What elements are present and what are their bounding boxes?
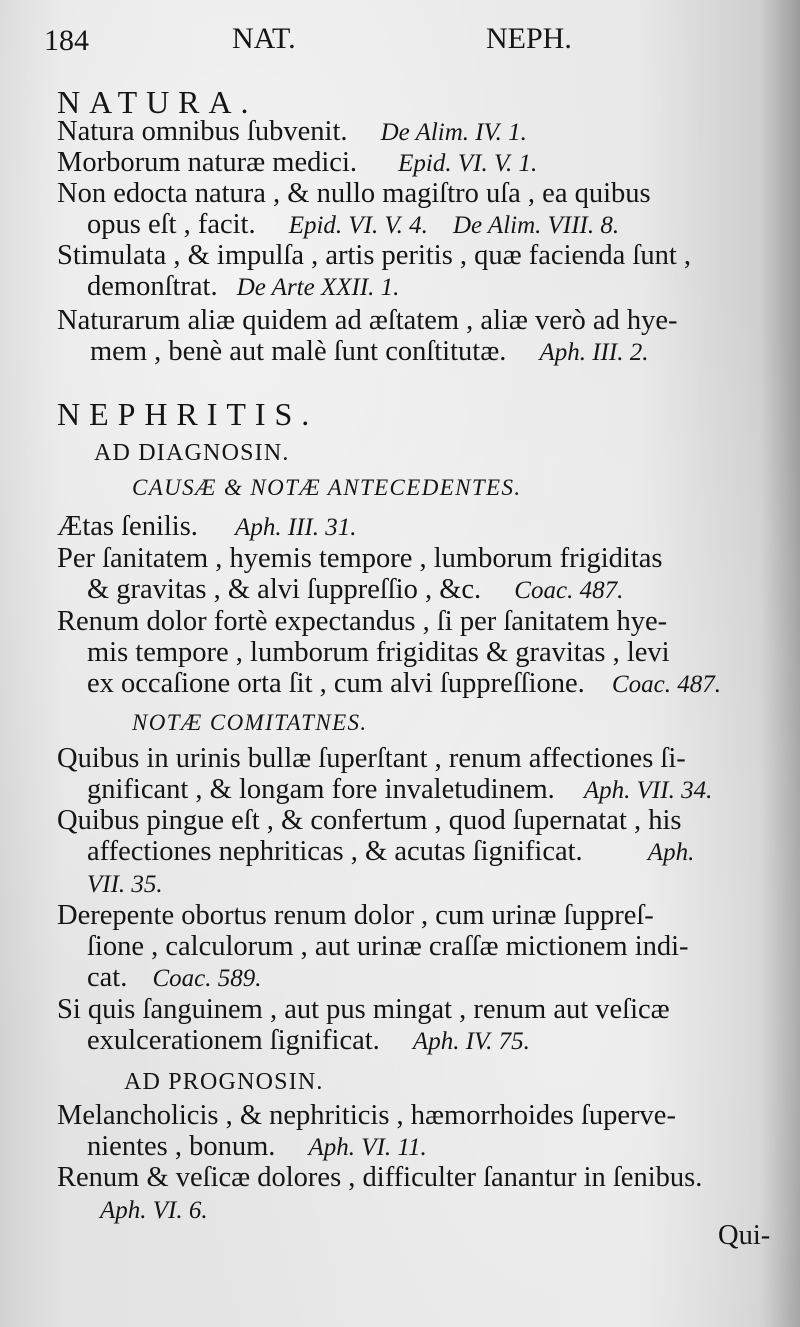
- entry-line: & gravitas , & alvi ſuppreſſio , &c. Coac. 487.: [87, 574, 624, 605]
- entry-line: opus eſt , facit. Epid. VI. V. 4. De Alim. VIII. 8.: [87, 209, 620, 240]
- entry-line: ſione , calculorum , aut urinæ craſſæ mictionem indi-: [87, 931, 689, 962]
- entry-line: gnificant , & longam fore invaletudinem. Aph. VII. 34.: [87, 774, 713, 805]
- entry-line: Aph. VI. 6.: [100, 1197, 208, 1224]
- entry-line: Si quis ſanguinem , aut pus mingat , renum aut veſicæ: [57, 994, 670, 1025]
- section-title-natura: NATURA.: [57, 84, 258, 120]
- subheading-diagnosis: AD DIAGNOSIN.: [94, 440, 290, 466]
- entry-line: Quibus in urinis bullæ ſuperſtant , renum affectiones ſi-: [57, 743, 686, 774]
- entry-line: nientes , bonum. Aph. VI. 11.: [87, 1131, 427, 1162]
- running-title-right: NEPH.: [486, 22, 572, 55]
- section-title-nephritis: NEPHRITIS.: [57, 396, 319, 432]
- catchword: Qui-: [718, 1220, 771, 1251]
- entry-line: mis tempore , lumborum frigiditas & gravitas , levi: [87, 637, 670, 668]
- group-heading-comitantes: NOTÆ COMITATNES.: [132, 710, 368, 735]
- page-number: 184: [44, 24, 89, 57]
- entry-line: Naturarum aliæ quidem ad æſtatem , aliæ verò ad hye-: [57, 305, 678, 336]
- entry-line: affectiones nephriticas , & acutas ſignificat. Aph.: [87, 836, 695, 867]
- group-heading-causae: CAUSÆ & NOTÆ ANTECEDENTES.: [132, 475, 522, 500]
- entry-line: VII. 35.: [87, 871, 163, 898]
- running-title-left: NAT.: [232, 22, 296, 55]
- entry-line: Per ſanitatem , hyemis tempore , lumborum frigiditas: [57, 543, 663, 574]
- entry-line: Ætas ſenilis. Aph. III. 31.: [57, 511, 357, 542]
- entry-line: Derepente obortus renum dolor , cum urinæ ſuppreſ-: [57, 900, 654, 931]
- entry-line: Melancholicis , & nephriticis , hæmorrhoides ſuperve-: [57, 1100, 676, 1131]
- entry-line: demonſtrat. De Arte XXII. 1.: [87, 271, 400, 302]
- entry-line: Renum & veſicæ dolores , difficulter ſanantur in ſenibus.: [57, 1162, 703, 1193]
- entry-line: Renum dolor fortè expectandus , ſi per ſanitatem hye-: [57, 606, 668, 637]
- entry-line: ex occaſione orta ſit , cum alvi ſuppreſſione. Coac. 487.: [87, 668, 721, 699]
- entry-line: mem , benè aut malè ſunt conſtitutæ. Aph. III. 2.: [90, 336, 649, 367]
- entry-line: Quibus pingue eſt , & confertum , quod ſupernatat , his: [57, 805, 682, 836]
- entry-line: Stimulata , & impulſa , artis peritis , quæ facienda ſunt ,: [57, 240, 692, 271]
- entry-line: exulcerationem ſignificat. Aph. IV. 75.: [87, 1025, 530, 1056]
- entry-line: Non edocta natura , & nullo magiſtro uſa , ea quibus: [57, 178, 651, 209]
- subheading-prognosis: AD PROGNOSIN.: [124, 1069, 324, 1095]
- entry-line: Morborum naturæ medici. Epid. VI. V. 1.: [57, 147, 538, 178]
- entry-line: cat. Coac. 589.: [87, 962, 262, 993]
- entry-line: Natura omnibus ſubvenit. De Alim. IV. 1.: [57, 116, 527, 147]
